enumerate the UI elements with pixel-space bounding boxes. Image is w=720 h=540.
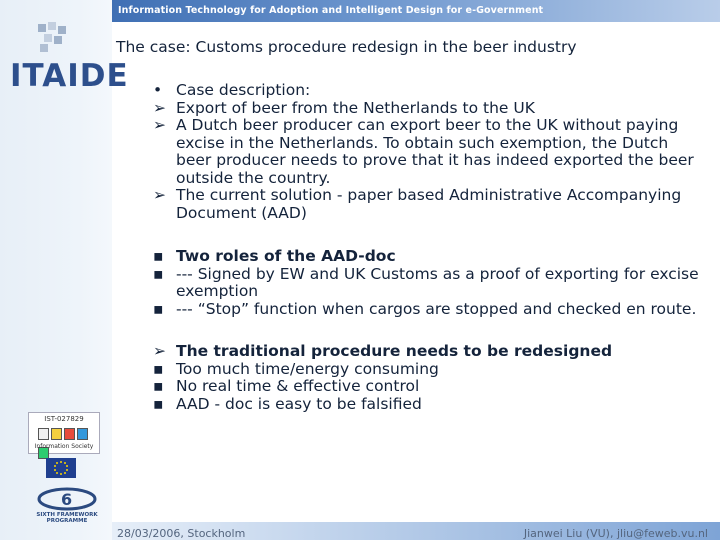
sixth-framework-icon	[35, 486, 99, 512]
square-bullet-icon: ▪	[153, 359, 164, 378]
list-item: ▪ Too much time/energy consuming	[153, 359, 439, 378]
ist-code: IST-027829	[44, 415, 84, 423]
arrow-bullet-icon: ➢	[153, 116, 166, 134]
list-item: ▪ --- “Stop” function when cargos are stopped and checked en route.	[153, 299, 697, 318]
list-item	[148, 82, 708, 100]
square-bullet-icon: ▪	[153, 377, 164, 395]
list-item	[148, 248, 708, 266]
itaide-logo-icon	[34, 20, 70, 56]
arrow-bullet-icon: ➢	[153, 98, 166, 117]
list-item: ▪ AAD - doc is easy to be falsified	[153, 394, 422, 413]
sixth-framework-caption: SIXTH FRAMEWORK PROGRAMME	[36, 512, 98, 524]
list-item: ➢ Export of beer from the Netherlands to the UK	[153, 98, 535, 117]
slide-content	[148, 82, 708, 413]
ist-badge	[28, 412, 100, 454]
square-bullet-icon: ▪	[153, 394, 164, 413]
slide-title: The case: Customs procedure redesign in the beer industry	[116, 38, 577, 56]
two-roles-heading: Two roles of the AAD-doc	[176, 247, 396, 265]
case-description-heading: Case description:	[176, 81, 311, 99]
redesign-heading: The traditional procedure needs to be redesigned	[176, 342, 613, 360]
itaide-logo: ITAIDE	[10, 58, 129, 94]
list-item: ➢ The current solution - paper based Administrative Accompanying Document (AAD)	[153, 186, 682, 222]
ist-caption: Information Society	[34, 443, 94, 450]
square-bullet-icon: ▪	[153, 264, 164, 283]
list-item: ▪ --- Signed by EW and UK Customs as a proof of exporting for excise exemption	[153, 264, 699, 300]
svg-text:6: 6	[61, 490, 73, 509]
square-bullet-icon: ▪	[153, 299, 164, 318]
header-banner-text: Information Technology for Adoption and Intelligent Design for e-Government	[118, 5, 544, 16]
footer-author: Jianwei Liu (VU), jliu@feweb.vu.nl	[523, 527, 708, 540]
list-item: ▪ No real time & effective control	[153, 377, 420, 395]
list-item: ➢ A Dutch beer producer can export beer to the UK without paying excise in the Netherlands. To obtain such exemption, the Dutch beer producer needs to prove that it has indeed exported the beer outside the country.	[153, 116, 694, 187]
square-bullet-icon: ▪	[153, 247, 164, 265]
list-item	[148, 343, 708, 361]
arrow-bullet-icon: ➢	[153, 342, 166, 360]
bullet-dot-icon: •	[153, 81, 163, 99]
eu-flag-icon	[46, 458, 76, 478]
footer-date: 28/03/2006, Stockholm	[117, 527, 246, 540]
sixth-framework-logo	[35, 486, 99, 522]
arrow-bullet-icon: ➢	[153, 186, 166, 204]
